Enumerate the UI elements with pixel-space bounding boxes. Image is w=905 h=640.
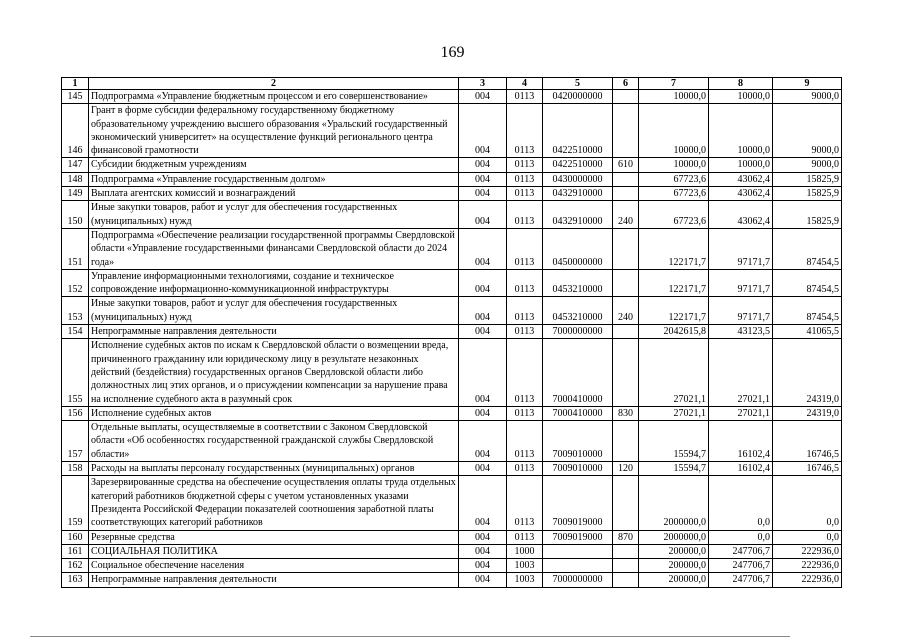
cell-amount-year2: 10000,0 <box>709 90 773 104</box>
cell-amount-year1: 200000,0 <box>639 573 709 587</box>
row-number: 149 <box>62 187 89 201</box>
column-header: 5 <box>543 78 613 90</box>
column-header: 1 <box>62 78 89 90</box>
cell-admin-code: 004 <box>459 476 507 530</box>
cell-expense-type <box>613 90 639 104</box>
column-header: 7 <box>639 78 709 90</box>
cell-expense-type <box>613 104 639 158</box>
cell-amount-year1: 10000,0 <box>639 158 709 172</box>
cell-admin-code: 004 <box>459 90 507 104</box>
cell-admin-code: 004 <box>459 406 507 420</box>
cell-target-code <box>543 544 613 558</box>
cell-expense-type <box>613 228 639 269</box>
cell-target-code: 0422510000 <box>543 158 613 172</box>
row-name: Выплата агентских комиссий и вознаграждений <box>89 187 459 201</box>
column-header: 2 <box>89 78 459 90</box>
cell-amount-year1: 2000000,0 <box>639 530 709 544</box>
cell-expense-type: 870 <box>613 530 639 544</box>
cell-admin-code: 004 <box>459 559 507 573</box>
header-row <box>62 78 842 90</box>
cell-amount-year3: 9000,0 <box>773 104 842 158</box>
cell-admin-code: 004 <box>459 573 507 587</box>
cell-section-code: 0113 <box>507 406 543 420</box>
row-number: 160 <box>62 530 89 544</box>
cell-amount-year2: 97171,7 <box>709 228 773 269</box>
row-name: Иные закупки товаров, работ и услуг для обеспечения государственных (муниципальных) нужд <box>89 297 459 325</box>
row-number: 154 <box>62 325 89 339</box>
row-name: Исполнение судебных актов по искам к Свердловской области о возмещении вреда, причиненного гражданину или юридическому лицу в результате незаконных действий (бездействия) государственных органов Свердловской области либо должностных лиц этих органов, и о присуждении компенсации за нарушение права на исполнение судебного акта в разумный срок <box>89 339 459 406</box>
table-row <box>62 201 842 229</box>
cell-section-code: 0113 <box>507 269 543 297</box>
cell-amount-year2: 27021,1 <box>709 339 773 406</box>
cell-amount-year2: 16102,4 <box>709 462 773 476</box>
cell-amount-year3: 16746,5 <box>773 421 842 462</box>
table-row <box>62 90 842 104</box>
cell-admin-code: 004 <box>459 269 507 297</box>
cell-amount-year2: 0,0 <box>709 530 773 544</box>
row-name: Управление информационными технологиями, создание и техническое сопровождение информационно-коммуникационной инфраструктуры <box>89 269 459 297</box>
table-row <box>62 476 842 530</box>
page-number: 169 <box>440 44 465 61</box>
cell-admin-code: 004 <box>459 172 507 186</box>
table-row <box>62 187 842 201</box>
cell-target-code: 0432910000 <box>543 201 613 229</box>
cell-amount-year3: 24319,0 <box>773 406 842 420</box>
row-number: 163 <box>62 573 89 587</box>
cell-expense-type: 120 <box>613 462 639 476</box>
cell-admin-code: 004 <box>459 187 507 201</box>
cell-section-code: 0113 <box>507 104 543 158</box>
row-name: Социальное обеспечение населения <box>89 559 459 573</box>
cell-section-code: 0113 <box>507 476 543 530</box>
cell-amount-year3: 41065,5 <box>773 325 842 339</box>
cell-amount-year3: 222936,0 <box>773 573 842 587</box>
row-name: Расходы на выплаты персоналу государственных (муниципальных) органов <box>89 462 459 476</box>
cell-amount-year1: 67723,6 <box>639 187 709 201</box>
cell-admin-code: 004 <box>459 201 507 229</box>
cell-amount-year2: 10000,0 <box>709 158 773 172</box>
cell-amount-year1: 200000,0 <box>639 544 709 558</box>
cell-target-code: 0420000000 <box>543 90 613 104</box>
row-number: 162 <box>62 559 89 573</box>
row-number: 148 <box>62 172 89 186</box>
cell-expense-type <box>613 421 639 462</box>
cell-amount-year2: 16102,4 <box>709 421 773 462</box>
cell-expense-type <box>613 269 639 297</box>
row-number: 151 <box>62 228 89 269</box>
cell-expense-type <box>613 339 639 406</box>
cell-amount-year3: 9000,0 <box>773 158 842 172</box>
cell-target-code: 7009010000 <box>543 421 613 462</box>
row-number: 146 <box>62 104 89 158</box>
cell-amount-year3: 15825,9 <box>773 172 842 186</box>
table-row <box>62 339 842 406</box>
table-row <box>62 172 842 186</box>
column-header: 6 <box>613 78 639 90</box>
row-number: 156 <box>62 406 89 420</box>
cell-section-code: 0113 <box>507 187 543 201</box>
cell-section-code: 1003 <box>507 573 543 587</box>
row-name: Подпрограмма «Управление государственным долгом» <box>89 172 459 186</box>
cell-amount-year1: 122171,7 <box>639 228 709 269</box>
column-header: 3 <box>459 78 507 90</box>
cell-section-code: 0113 <box>507 158 543 172</box>
row-number: 155 <box>62 339 89 406</box>
cell-section-code: 1003 <box>507 559 543 573</box>
cell-target-code <box>543 559 613 573</box>
cell-expense-type: 240 <box>613 297 639 325</box>
cell-target-code: 0450000000 <box>543 228 613 269</box>
cell-section-code: 0113 <box>507 339 543 406</box>
cell-amount-year2: 43062,4 <box>709 172 773 186</box>
cell-admin-code: 004 <box>459 544 507 558</box>
cell-section-code: 1000 <box>507 544 543 558</box>
table-row <box>62 462 842 476</box>
cell-amount-year3: 15825,9 <box>773 187 842 201</box>
row-name: Зарезервированные средства на обеспечение осуществления оплаты труда отдельных категорий работников бюджетной сферы с учетом установленных указами Президента Российской Федерации показателей соотношения заработной платы соответствующих категорий работников <box>89 476 459 530</box>
cell-section-code: 0113 <box>507 462 543 476</box>
column-header: 8 <box>709 78 773 90</box>
row-number: 147 <box>62 158 89 172</box>
cell-target-code: 7000000000 <box>543 573 613 587</box>
cell-amount-year3: 87454,5 <box>773 228 842 269</box>
row-name: СОЦИАЛЬНАЯ ПОЛИТИКА <box>89 544 459 558</box>
cell-amount-year1: 15594,7 <box>639 421 709 462</box>
cell-expense-type <box>613 187 639 201</box>
cell-amount-year1: 27021,1 <box>639 406 709 420</box>
column-header: 9 <box>773 78 842 90</box>
cell-amount-year2: 97171,7 <box>709 297 773 325</box>
cell-target-code: 0453210000 <box>543 297 613 325</box>
row-name: Непрограммные направления деятельности <box>89 325 459 339</box>
cell-amount-year2: 43123,5 <box>709 325 773 339</box>
cell-target-code: 7000410000 <box>543 339 613 406</box>
table-row <box>62 559 842 573</box>
row-name: Исполнение судебных актов <box>89 406 459 420</box>
cell-amount-year3: 222936,0 <box>773 559 842 573</box>
table-row <box>62 158 842 172</box>
cell-admin-code: 004 <box>459 297 507 325</box>
cell-expense-type <box>613 476 639 530</box>
cell-section-code: 0113 <box>507 90 543 104</box>
cell-expense-type <box>613 172 639 186</box>
cell-admin-code: 004 <box>459 158 507 172</box>
cell-amount-year2: 97171,7 <box>709 269 773 297</box>
budget-table <box>61 77 842 588</box>
cell-admin-code: 004 <box>459 421 507 462</box>
cell-amount-year1: 15594,7 <box>639 462 709 476</box>
cell-amount-year2: 43062,4 <box>709 187 773 201</box>
cell-admin-code: 004 <box>459 325 507 339</box>
cell-amount-year3: 0,0 <box>773 530 842 544</box>
cell-target-code: 0430000000 <box>543 172 613 186</box>
column-header: 4 <box>507 78 543 90</box>
row-name: Резервные средства <box>89 530 459 544</box>
cell-amount-year1: 200000,0 <box>639 559 709 573</box>
cell-amount-year2: 10000,0 <box>709 104 773 158</box>
cell-amount-year2: 247706,7 <box>709 559 773 573</box>
table-row <box>62 544 842 558</box>
row-name: Подпрограмма «Обеспечение реализации государственной программы Свердловской области «Управление государственными финансами Свердловской области до 2024 года» <box>89 228 459 269</box>
cell-admin-code: 004 <box>459 339 507 406</box>
row-name: Непрограммные направления деятельности <box>89 573 459 587</box>
cell-expense-type <box>613 559 639 573</box>
row-name: Субсидии бюджетным учреждениям <box>89 158 459 172</box>
table-row <box>62 573 842 587</box>
cell-section-code: 0113 <box>507 325 543 339</box>
cell-admin-code: 004 <box>459 228 507 269</box>
row-number: 153 <box>62 297 89 325</box>
row-number: 152 <box>62 269 89 297</box>
cell-section-code: 0113 <box>507 530 543 544</box>
cell-target-code: 7009010000 <box>543 462 613 476</box>
cell-amount-year3: 24319,0 <box>773 339 842 406</box>
cell-amount-year2: 247706,7 <box>709 573 773 587</box>
cell-expense-type <box>613 544 639 558</box>
table-row <box>62 421 842 462</box>
cell-amount-year1: 10000,0 <box>639 90 709 104</box>
table-row <box>62 269 842 297</box>
cell-amount-year1: 67723,6 <box>639 172 709 186</box>
cell-admin-code: 004 <box>459 104 507 158</box>
cell-expense-type: 610 <box>613 158 639 172</box>
cell-expense-type: 830 <box>613 406 639 420</box>
cell-amount-year1: 27021,1 <box>639 339 709 406</box>
cell-section-code: 0113 <box>507 172 543 186</box>
row-number: 159 <box>62 476 89 530</box>
table-row <box>62 406 842 420</box>
cell-section-code: 0113 <box>507 228 543 269</box>
cell-section-code: 0113 <box>507 297 543 325</box>
cell-amount-year3: 16746,5 <box>773 462 842 476</box>
table-row <box>62 530 842 544</box>
cell-amount-year2: 27021,1 <box>709 406 773 420</box>
row-number: 150 <box>62 201 89 229</box>
cell-amount-year3: 15825,9 <box>773 201 842 229</box>
cell-target-code: 0453210000 <box>543 269 613 297</box>
cell-amount-year3: 87454,5 <box>773 269 842 297</box>
cell-target-code: 0422510000 <box>543 104 613 158</box>
cell-admin-code: 004 <box>459 462 507 476</box>
cell-target-code: 7009019000 <box>543 530 613 544</box>
cell-section-code: 0113 <box>507 201 543 229</box>
row-name: Грант в форме субсидии федеральному государственному бюджетному образовательному учреждению высшего образования «Уральский государственный экономический университет» на осуществление функций регионального центра финансовой грамотности <box>89 104 459 158</box>
cell-amount-year1: 2000000,0 <box>639 476 709 530</box>
cell-expense-type <box>613 325 639 339</box>
cell-amount-year1: 122171,7 <box>639 297 709 325</box>
row-number: 157 <box>62 421 89 462</box>
cell-amount-year3: 0,0 <box>773 476 842 530</box>
cell-amount-year3: 87454,5 <box>773 297 842 325</box>
row-number: 158 <box>62 462 89 476</box>
table-row <box>62 297 842 325</box>
row-number: 161 <box>62 544 89 558</box>
page-edge-divider <box>30 636 790 637</box>
cell-amount-year1: 67723,6 <box>639 201 709 229</box>
row-name: Иные закупки товаров, работ и услуг для обеспечения государственных (муниципальных) нужд <box>89 201 459 229</box>
cell-amount-year3: 222936,0 <box>773 544 842 558</box>
cell-target-code: 7000410000 <box>543 406 613 420</box>
row-name: Подпрограмма «Управление бюджетным процессом и его совершенствование» <box>89 90 459 104</box>
cell-amount-year2: 43062,4 <box>709 201 773 229</box>
cell-target-code: 0432910000 <box>543 187 613 201</box>
cell-section-code: 0113 <box>507 421 543 462</box>
cell-amount-year1: 10000,0 <box>639 104 709 158</box>
cell-target-code: 7009019000 <box>543 476 613 530</box>
cell-expense-type: 240 <box>613 201 639 229</box>
cell-admin-code: 004 <box>459 530 507 544</box>
cell-amount-year2: 247706,7 <box>709 544 773 558</box>
cell-amount-year1: 122171,7 <box>639 269 709 297</box>
cell-amount-year3: 9000,0 <box>773 90 842 104</box>
row-name: Отдельные выплаты, осуществляемые в соответствии с Законом Свердловской области «Об особенностях государственной гражданской службы Свердловской области» <box>89 421 459 462</box>
table-row <box>62 228 842 269</box>
table-row <box>62 325 842 339</box>
row-number: 145 <box>62 90 89 104</box>
cell-amount-year1: 2042615,8 <box>639 325 709 339</box>
table-row <box>62 104 842 158</box>
cell-amount-year2: 0,0 <box>709 476 773 530</box>
cell-target-code: 7000000000 <box>543 325 613 339</box>
cell-expense-type <box>613 573 639 587</box>
